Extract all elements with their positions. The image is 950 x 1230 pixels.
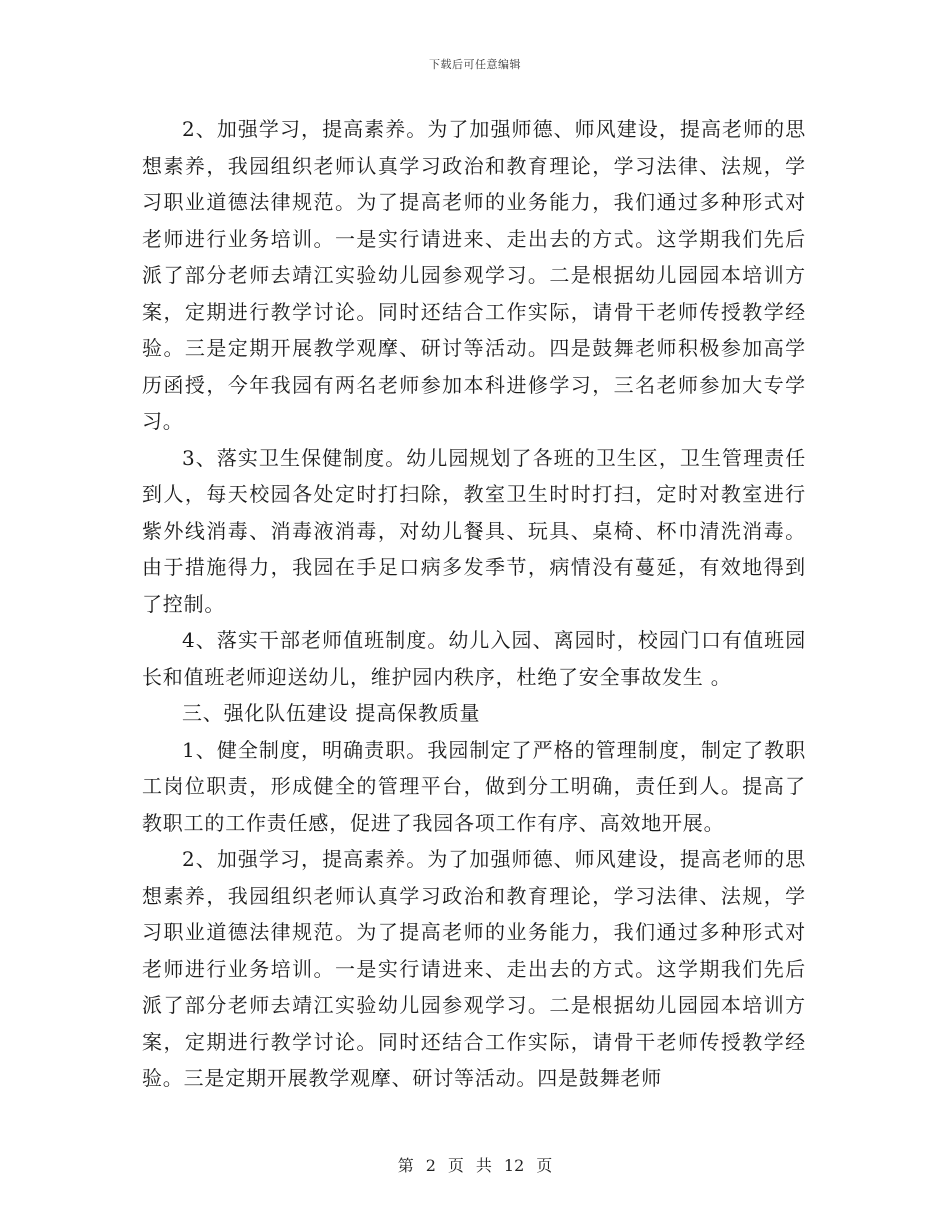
paragraph: 4、落实干部老师值班制度。幼儿入园、离园时，校园门口有值班园长和值班老师迎送幼儿，维护园内秩序，杜绝了安全事故发生 。 — [142, 628, 806, 689]
paragraph: 2、加强学习，提高素养。为了加强师德、师风建设，提高老师的思想素养，我园组织老师认真学习政治和教育理论，学习法律、法规，学习职业道德法律规范。为了提高老师的业务能力，我们通过多种形式对老师进行业务培训。一是实行请进来、走出去的方式。这学期我们先后派了部分老师去靖江实验幼儿园参观学习。二是根据幼儿园园本培训方案，定期进行教学讨论。同时还结合工作实际，请骨干老师传授教学经验。三是定期开展教学观摩、研讨等活动。四是鼓舞老师 — [142, 847, 806, 1090]
page-footer — [0, 1153, 950, 1176]
page-header: 下载后可任意编辑 — [429, 58, 521, 71]
footer-suffix: 页 — [536, 1156, 553, 1175]
footer-page-word: 页 — [447, 1156, 464, 1175]
footer-prefix: 第 — [397, 1156, 414, 1175]
section-heading: 三、强化队伍建设 提高保教质量 — [182, 701, 481, 725]
footer-total-word: 共 — [475, 1156, 492, 1175]
paragraph: 2、加强学习，提高素养。为了加强师德、师风建设，提高老师的思想素养，我园组织老师认真学习政治和教育理论，学习法律、法规，学习职业道德法律规范。为了提高老师的业务能力，我们通过多种形式对老师进行业务培训。一是实行请进来、走出去的方式。这学期我们先后派了部分老师去靖江实验幼儿园参观学习。二是根据幼儿园园本培训方案，定期进行教学讨论。同时还结合工作实际，请骨干老师传授教学经验。三是定期开展教学观摩、研讨等活动。四是鼓舞老师积极参加高学历函授，今年我园有两名老师参加本科进修学习，三名老师参加大专学习。 — [142, 117, 806, 433]
current-page-number: 2 — [425, 1156, 436, 1175]
paragraph: 3、落实卫生保健制度。幼儿园规划了各班的卫生区，卫生管理责任到人，每天校园各处定时打扫除，教室卫生时时打扫，定时对教室进行紫外线消毒、消毒液消毒，对幼儿餐具、玩具、桌椅、杯巾清洗消毒。由于措施得力，我园在手足口病多发季节，病情没有蔓延，有效地得到了控制。 — [142, 445, 806, 616]
document-body — [142, 111, 806, 1097]
paragraph: 1、健全制度，明确责职。我园制定了严格的管理制度，制定了教职工岗位职责，形成健全的管理平台，做到分工明确，责任到人。提高了教职工的工作责任感，促进了我园各项工作有序、高效地开展。 — [142, 737, 806, 835]
total-pages-number: 12 — [503, 1156, 525, 1175]
